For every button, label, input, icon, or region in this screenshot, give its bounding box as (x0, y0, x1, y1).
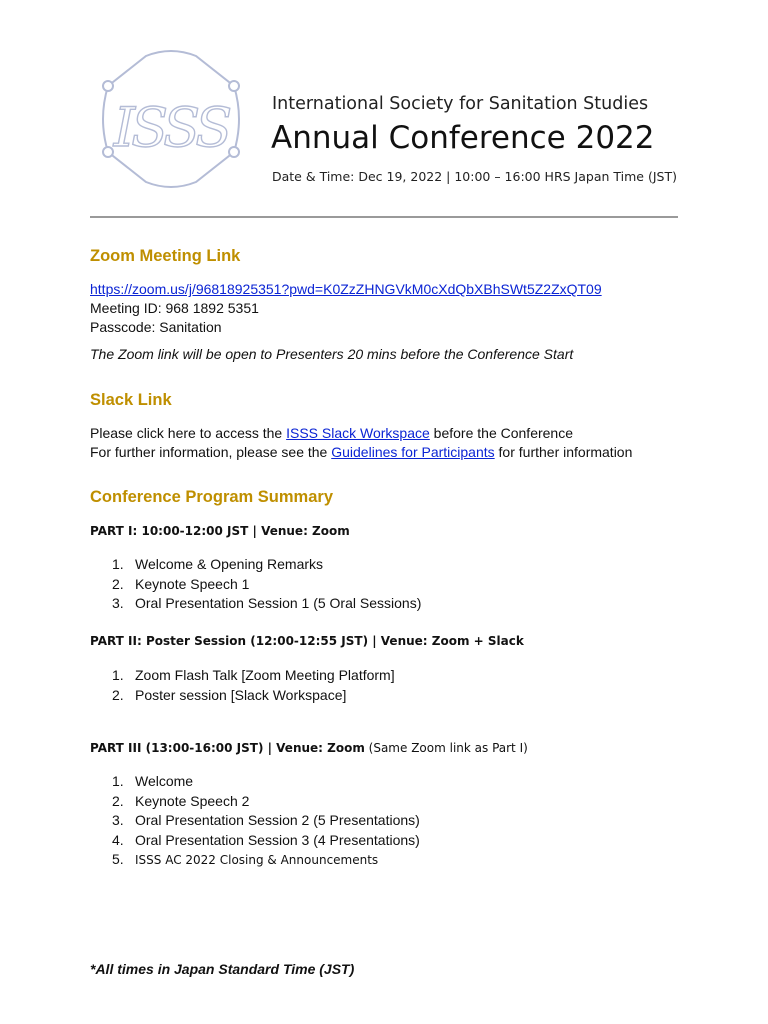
list-item: 1. Zoom Flash Talk [Zoom Meeting Platform] (112, 667, 395, 683)
list-item: 4. Oral Presentation Session 3 (4 Presentations) (112, 831, 420, 848)
meeting-id: Meeting ID: 968 1892 5351 (90, 300, 259, 316)
guidelines-link[interactable]: Guidelines for Participants (331, 444, 495, 460)
slack-info (90, 424, 632, 462)
slack-text-after: before the Conference (429, 425, 574, 441)
list-item: 2. Keynote Speech 1 (112, 575, 250, 592)
timezone-footnote: *All times in Japan Standard Time (JST) (90, 961, 355, 977)
list-item: 1. Welcome & Opening Remarks (112, 556, 324, 572)
guidelines-text-before: For further information, please see the (90, 444, 332, 460)
list-item: 2. Poster session [Slack Workspace] (112, 686, 347, 703)
zoom-heading: Zoom Meeting Link (90, 247, 241, 265)
zoom-link-block (90, 280, 602, 337)
part3-list (90, 772, 420, 871)
part2-list (90, 666, 395, 705)
part1-list (90, 555, 421, 614)
program-heading: Conference Program Summary (90, 488, 333, 506)
slack-text-before: Please click here to access the (90, 425, 287, 441)
zoom-meeting-link[interactable]: https://zoom.us/j/96818925351?pwd=K0ZzZHNGVkM0cXdQbXBhSWt5Z2ZxQT09 (90, 281, 602, 297)
slack-workspace-link[interactable]: ISSS Slack Workspace (286, 425, 430, 441)
list-item: 5. ISSS AC 2022 Closing & Announcements (112, 851, 379, 867)
slack-heading: Slack Link (90, 391, 172, 409)
header-divider (90, 216, 678, 218)
list-item: 1. Welcome (112, 773, 194, 789)
organization-name: International Society for Sanitation Studies (272, 94, 649, 114)
list-item: 3. Oral Presentation Session 1 (5 Oral Sessions) (112, 595, 422, 611)
isss-logo (90, 40, 252, 198)
conference-datetime: Date & Time: Dec 19, 2022 | 10:00 – 16:00 HRS Japan Time (JST) (272, 169, 677, 184)
list-item: 3. Oral Presentation Session 2 (5 Presentations) (112, 812, 420, 828)
conference-title: Annual Conference 2022 (271, 120, 655, 156)
part3-title-note: (Same Zoom link as Part I) (364, 741, 528, 755)
guidelines-text-after: for further information (494, 444, 633, 460)
logo-text: ISSS (113, 96, 229, 159)
passcode: Passcode: Sanitation (90, 319, 222, 335)
part3-title: PART III (13:00-16:00 JST) | Venue: Zoom (Same Zoom link as Part I) (90, 741, 528, 755)
part2-title: PART II: Poster Session (12:00-12:55 JST) | Venue: Zoom + Slack (90, 634, 524, 648)
zoom-note: The Zoom link will be open to Presenters 20 mins before the Conference Start (90, 346, 574, 362)
list-item: 2. Keynote Speech 2 (112, 792, 250, 809)
part1-title: PART I: 10:00-12:00 JST | Venue: Zoom (90, 524, 350, 538)
